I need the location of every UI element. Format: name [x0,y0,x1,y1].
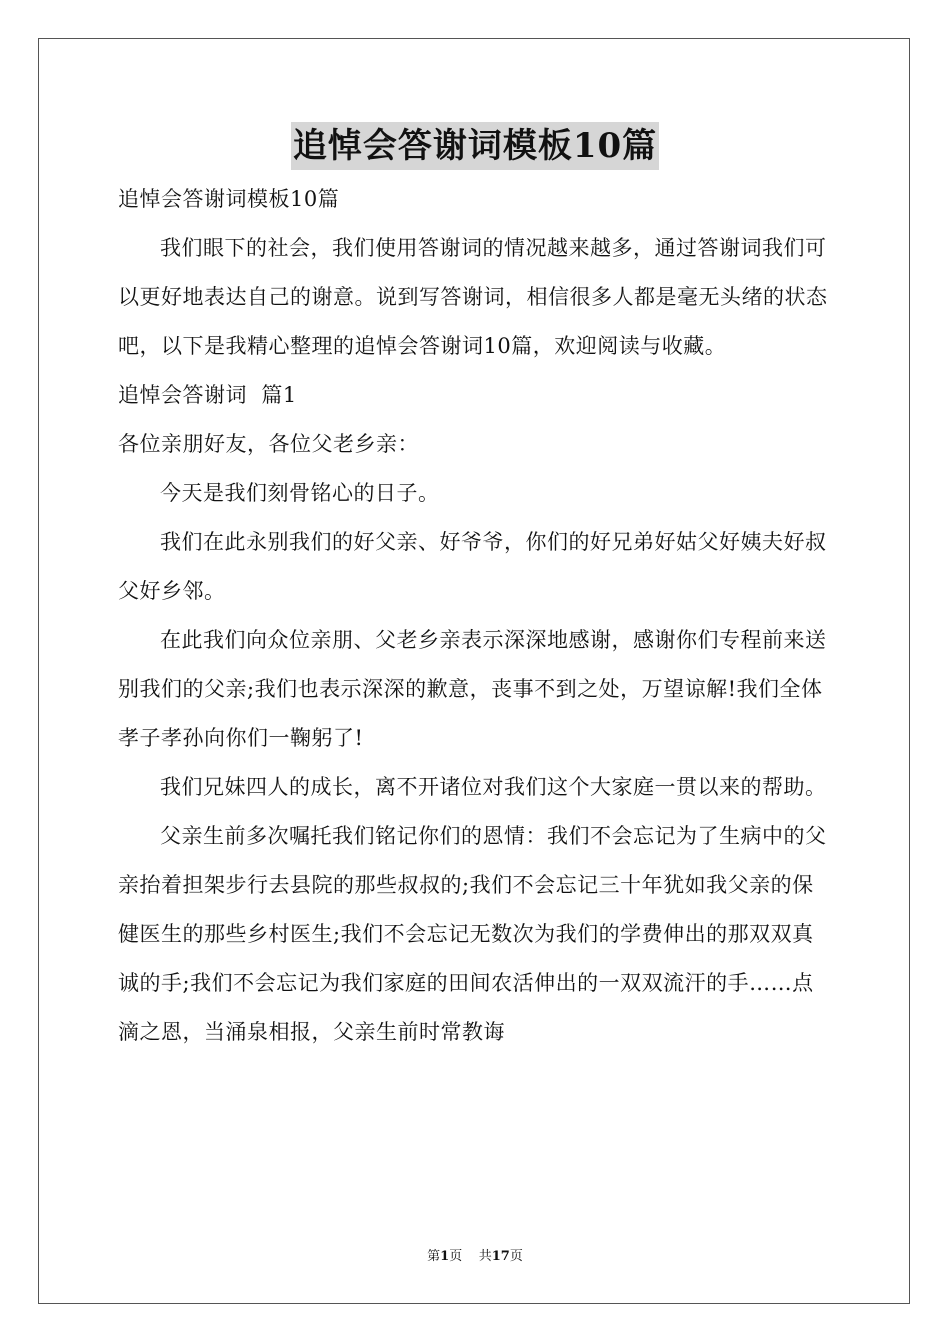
body-paragraph: 父亲生前多次嘱托我们铭记你们的恩情：我们不会忘记为了生病中的父亲抬着担架步行去县院的那些叔叔的;我们不会忘记三十年犹如我父亲的保健医生的那些乡村医生;我们不会忘记无数次为我们的学费伸出的那双双真诚的手;我们不会忘记为我们家庭的田间农活伸出的一双双流汗的手……点滴之恩，当涌泉相报，父亲生前时常教诲 [118,824,827,1044]
page-prefix: 第 [427,1249,441,1264]
page-number: 1 [440,1249,450,1264]
document-body [118,175,834,1057]
title-container [0,122,950,170]
page-suffix: 页 [449,1249,463,1264]
greeting-line: 各位亲朋好友，各位父老乡亲： [118,432,419,456]
body-paragraph: 我们兄妹四人的成长，离不开诸位对我们这个大家庭一贯以来的帮助。 [160,775,827,799]
body-paragraph: 我们在此永别我们的好父亲、好爷爷，你们的好兄弟好姑父好姨夫好叔父好乡邻。 [118,530,827,603]
body-paragraph: 在此我们向众位亲朋、父老乡亲表示深深地感谢，感谢你们专程前来送别我们的父亲;我们也表示深深的歉意，丧事不到之处，万望谅解!我们全体孝子孝孙向你们一鞠躬了! [118,628,827,750]
total-prefix: 共 [478,1249,492,1264]
section-heading: 追悼会答谢词 篇1 [118,383,297,407]
document-title: 追悼会答谢词模板10篇 [291,122,659,170]
body-paragraph: 今天是我们刻骨铭心的日子。 [160,481,440,505]
intro-paragraph: 我们眼下的社会，我们使用答谢词的情况越来越多，通过答谢词我们可以更好地表达自己的谢意。说到写答谢词，相信很多人都是毫无头绪的状态吧，以下是我精心整理的追悼会答谢词10篇，欢迎阅读与收藏。 [118,236,828,358]
total-pages: 17 [491,1249,510,1264]
page-footer [0,1247,950,1267]
total-suffix: 页 [509,1249,523,1264]
document-subtitle: 追悼会答谢词模板10篇 [118,187,340,211]
